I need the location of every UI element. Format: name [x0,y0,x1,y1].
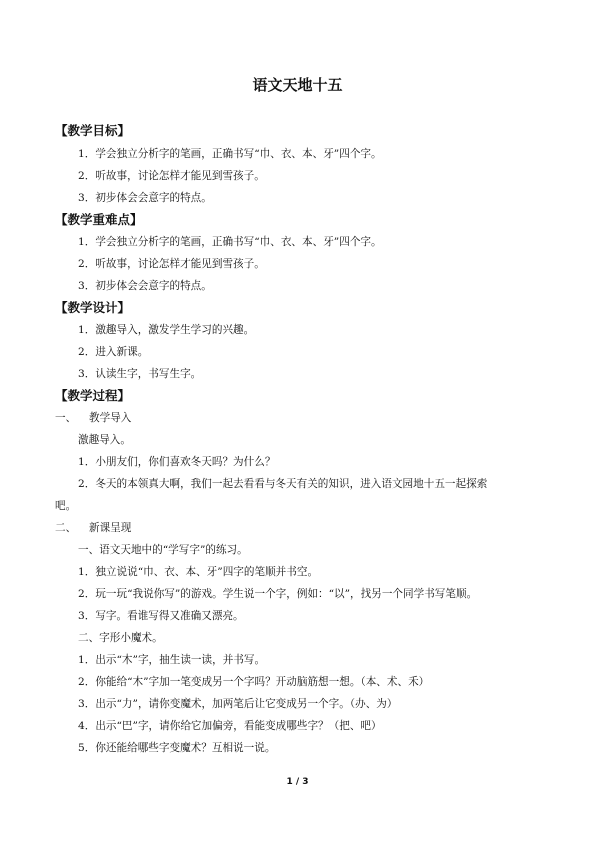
process-part-2 [55,520,131,535]
heading-key-points: 【教学重难点】 [55,212,143,227]
heading-goals: 【教学目标】 [55,123,131,138]
subsection-item: 3．出示“力”，请你变魔术，加两笔后让它变成另一个字。（办、为） [78,698,398,710]
part1-intro: 激趣导入。 [78,434,131,446]
key-point-item: 3．初步体会会意字的特点。 [78,280,212,292]
subsection-item: 1．独立说说“巾、衣、本、牙”四字的笔顺并书空。 [78,566,319,578]
design-item: 1．激趣导入，激发学生学习的兴趣。 [78,324,255,336]
subsection-item: 4．出示“巴”字，请你给它加偏旁，看能变成哪些字？（把、吧） [78,720,382,732]
subsection-item: 1．出示“木”字，抽生读一读，并书写。 [78,654,266,666]
page-number: 1 / 3 [286,777,309,787]
part-label: 新课呈现 [89,522,132,534]
part-label: 教学导入 [89,412,132,424]
part-number: 二、 [55,522,77,534]
goal-item: 1．学会独立分析字的笔画，正确书写“巾、衣、本、牙”四个字。 [78,148,382,160]
subsection-item: 3．写字。看谁写得又准确又漂亮。 [78,610,244,622]
subsection-item: 2．你能给“木”字加一笔变成另一个字吗？开动脑筋想一想。（本、术、禾） [78,676,430,688]
part1-question: 1．小朋友们，你们喜欢冬天吗？为什么？ [78,456,276,468]
process-part-1 [55,410,131,425]
part1-question: 2．冬天的本领真大啊，我们一起去看看与冬天有关的知识，进入语文园地十五一起探索 [78,478,488,490]
subsection-item: 2．玩一玩“我说你写”的游戏。学生说一个字，例如：“以”，找另一个同学书写笔顺。 [78,588,478,600]
part1-question-continued: 吧。 [55,500,77,512]
goal-item: 3．初步体会会意字的特点。 [78,192,212,204]
goal-item: 2．听故事，讨论怎样才能见到雪孩子。 [78,170,265,182]
heading-design: 【教学设计】 [55,300,131,315]
subsection-item: 5．你还能给哪些字变魔术？互相说一说。 [78,742,276,754]
document-title: 语文天地十五 [252,76,343,94]
design-item: 3．认读生字，书写生字。 [78,368,202,380]
key-point-item: 1．学会独立分析字的笔画，正确书写“巾、衣、本、牙”四个字。 [78,236,382,248]
design-item: 2．进入新课。 [78,346,149,358]
heading-process: 【教学过程】 [55,388,131,403]
subsection-title: 二、字形小魔术。 [78,632,163,644]
subsection-title: 一、语文天地中的“学写字”的练习。 [78,544,248,556]
key-point-item: 2．听故事，讨论怎样才能见到雪孩子。 [78,258,265,270]
part-number: 一、 [55,412,77,424]
